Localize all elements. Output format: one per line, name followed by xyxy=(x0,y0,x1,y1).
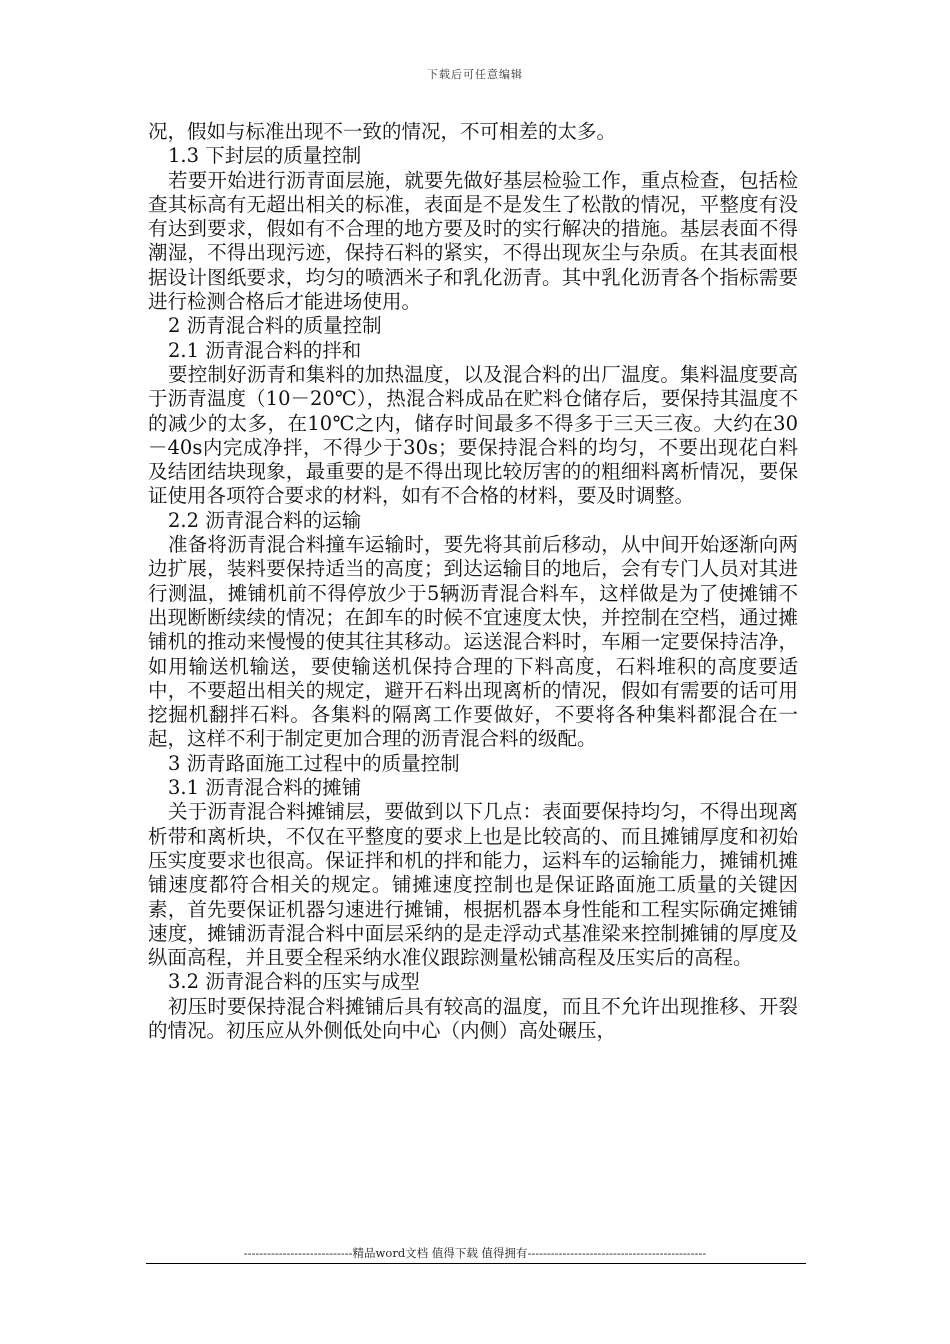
section-heading-1-3: 1.3 下封层的质量控制 xyxy=(168,144,362,168)
document-body xyxy=(148,120,798,1043)
paragraph: 若要开始进行沥青面层施，就要先做好基层检验工作，重点检查，包括检查其标高有无超出相关的标准，表面是不是发生了松散的情况，平整度有没有达到要求，假如有不合理的地方要及时的实行解决的措施。基层表面不得潮湿，不得出现污迹，保持石料的紧实，不得出现灰尘与杂质。在其表面根据设计图纸要求，均匀的喷洒米子和乳化沥青。其中乳化沥青各个指标需要进行检测合格后才能进场使用。 xyxy=(148,168,798,314)
paragraph: 准备将沥青混合料撞车运输时，要先将其前后移动，从中间开始逐渐向两边扩展，装料要保持适当的高度；到达运输目的地后，会有专门人员对其进行测温，摊铺机前不得停放少于5辆沥青混合料车，这样做是为了使摊铺不出现断断续续的情况；在卸车的时候不宜速度太快，并控制在空档，通过摊铺机的推动来慢慢的使其往其移动。运送混合料时，车厢一定要保持洁净，如用输送机输送，要使输送机保持合理的下料高度，石料堆积的高度要适中，不要超出相关的规定，避开石料出现离析的情况，假如有需要的话可用挖掘机翻拌石料。各集料的隔离工作要做好，不要将各种集料都混合在一起，这样不利于制定更加合理的沥青混合料的级配。 xyxy=(148,533,798,751)
section-heading-2: 2 沥青混合料的质量控制 xyxy=(168,314,382,338)
section-heading-2-1: 2.1 沥青混合料的拌和 xyxy=(168,338,362,362)
section-heading-3-1: 3.1 沥青混合料的摊铺 xyxy=(168,776,362,800)
section-heading-3: 3 沥青路面施工过程中的质量控制 xyxy=(168,751,460,775)
footer-note: ----------------------------精品word文档 值得下载 值得拥有---------------------------------------------- xyxy=(243,1246,707,1260)
paragraph: 关于沥青混合料摊铺层，要做到以下几点：表面要保持均匀，不得出现离析带和离析块，不仅在平整度的要求上也是比较高的、而且摊铺厚度和初始压实度要求也很高。保证拌和机的拌和能力，运料车的运输能力，摊铺机摊铺速度都符合相关的规定。铺摊速度控制也是保证路面施工质量的关键因素，首先要保证机器匀速进行摊铺，根据机器本身性能和工程实际确定摊铺速度，摊铺沥青混合料中面层采纳的是走浮动式基准梁来控制摊铺的厚度及纵面高程，并且要全程采纳水准仪跟踪测量松铺高程及压实后的高程。 xyxy=(148,800,798,970)
footer-divider xyxy=(146,1263,806,1264)
paragraph: 初压时要保持混合料摊铺后具有较高的温度，而且不允许出现推移、开裂的情况。初压应从外侧低处向中心（内侧）高处碾压， xyxy=(148,994,798,1042)
section-heading-3-2: 3.2 沥青混合料的压实与成型 xyxy=(168,970,420,994)
paragraph: 要控制好沥青和集料的加热温度，以及混合料的出厂温度。集料温度要高于沥青温度（10－20℃），热混合料成品在贮料仓储存后，要保持其温度不的减少的太多，在10℃之内，储存时间最多不得多于三天三夜。大约在30－40s内完成净拌，不得少于30s；要保持混合料的均匀，不要出现花白料及结团结块现象，最重要的是不得出现比较厉害的的粗细料离析情况，要保证使用各项符合要求的材料，如有不合格的材料，要及时调整。 xyxy=(148,362,798,508)
section-heading-2-2: 2.2 沥青混合料的运输 xyxy=(168,508,362,532)
paragraph-continuation: 况，假如与标准出现不一致的情况，不可相差的太多。 xyxy=(148,120,617,143)
header-note: 下载后可任意编辑 xyxy=(427,68,523,81)
